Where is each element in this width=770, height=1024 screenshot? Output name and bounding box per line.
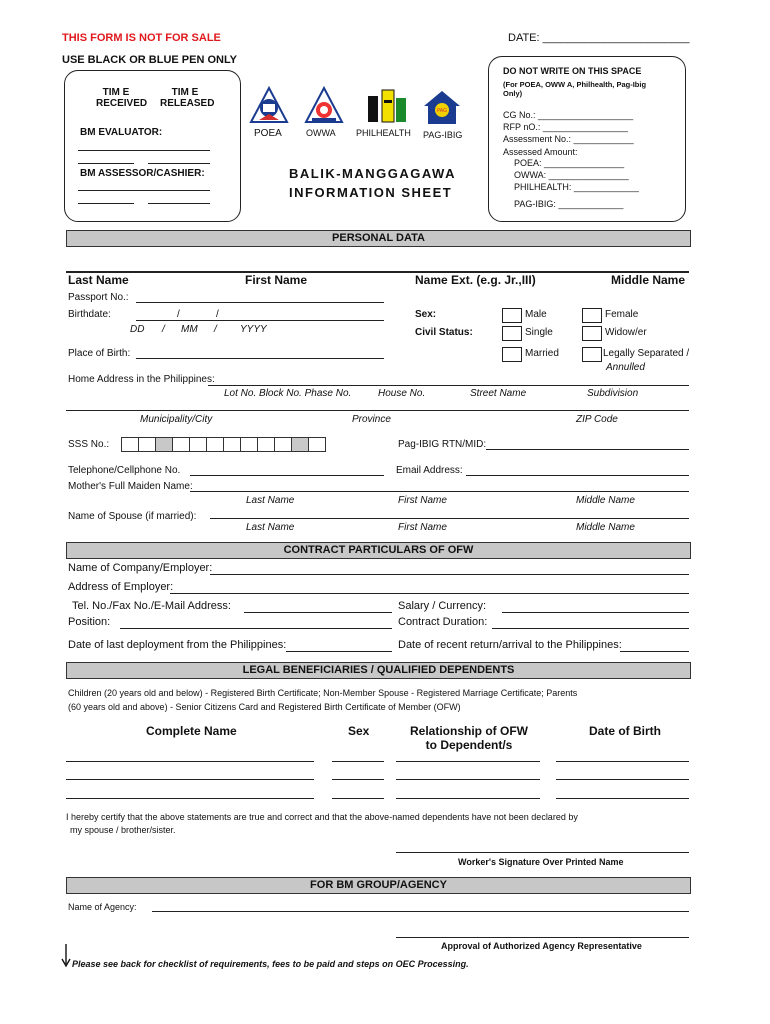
house-no-label: House No. [378,388,426,399]
poea-logo [249,86,289,126]
male-label: Male [525,309,547,320]
mother-last-label: Last Name [246,495,295,506]
beneficiaries-section-header: LEGAL BENEFICIARIES / QUALIFIED DEPENDENTS [66,662,691,679]
single-label: Single [525,327,553,338]
position-label: Position: [68,616,111,628]
home-address-line[interactable] [208,385,689,386]
birthdate-line[interactable] [136,320,384,321]
sss-input-cells[interactable] [121,437,325,452]
agency-section-header: FOR BM GROUP/AGENCY [66,877,691,894]
worker-signature-label: Worker's Signature Over Printed Name [458,857,624,867]
logo-caption-pagibig: PAG-IBIG [423,130,463,140]
lot-no-label: Lot No. Block No. Phase No. [224,388,352,399]
last-deployment-line[interactable] [286,651,392,652]
approval-signature-line[interactable] [396,937,689,938]
office-use-subtitle: (For POEA, OWW A, Philhealth, Pag-Ibig Only) [503,80,647,98]
cg-no-field[interactable]: CG No.: ___________________ [503,110,634,120]
sss-label: SSS No.: [68,439,110,450]
tel-fax-email-line[interactable] [244,612,392,613]
municipality-label: Municipality/City [140,414,213,425]
personal-data-header: PERSONAL DATA [66,230,691,247]
dependent-dob-line-1[interactable] [556,761,689,762]
dependent-rel-line-1[interactable] [396,761,540,762]
pagibig-logo [422,88,462,128]
birthdate-slash-4: / [214,324,217,335]
certification-line2: my spouse / brother/sister. [70,825,176,835]
poea-amount-field[interactable]: POEA: ________________ [514,158,625,168]
passport-label: Passport No.: [68,292,129,303]
bm-evaluator-line[interactable] [78,150,210,151]
sex-label: Sex: [415,309,437,320]
salary-line[interactable] [502,612,689,613]
bm-assessor-line-3[interactable] [148,203,210,204]
separated-checkbox[interactable] [582,347,602,362]
bm-evaluator-line-3[interactable] [148,163,210,164]
arrow-down-icon [61,944,71,968]
svg-text:PAG: PAG [437,108,447,114]
single-checkbox[interactable] [502,326,522,341]
dependent-name-line-1[interactable] [66,761,314,762]
telephone-label: Telephone/Cellphone No. [68,465,181,476]
assessed-amount-label: Assessed Amount: [503,147,578,157]
approval-label: Approval of Authorized Agency Representative [441,941,642,951]
agency-name-line[interactable] [152,911,689,912]
last-deployment-label: Date of last deployment from the Philippines: [68,639,287,651]
name-ext-label: Name Ext. (e.g. Jr.,III) [415,273,536,287]
recent-return-line[interactable] [620,651,689,652]
female-label: Female [605,309,639,320]
street-label: Street Name [470,388,527,399]
date-field-label[interactable]: DATE: ________________________ [508,32,690,44]
beneficiaries-note-line2: (60 years old and above) - Senior Citizens Card and Registered Birth Certificate of Member (OFW) [68,702,461,712]
col-relationship: Relationship of OFW to Dependent/s [410,724,528,752]
bm-assessor-line[interactable] [78,190,210,191]
birthdate-slash-1: / [177,309,180,320]
bm-evaluator-label: BM EVALUATOR: [80,127,163,138]
dependent-rel-line-2[interactable] [396,779,540,780]
mother-name-line[interactable] [190,491,689,492]
certification-line1: I hereby certify that the above statements are true and correct and that the above-named dependents have not been declared by [66,812,578,822]
civil-status-label: Civil Status: [415,327,473,338]
employer-address-label: Address of Employer: [68,581,174,593]
mother-name-label: Mother's Full Maiden Name: [68,481,193,492]
dependent-sex-line-1[interactable] [332,761,384,762]
logo-caption-poea: POEA [254,128,282,139]
company-label: Name of Company/Employer: [68,562,213,574]
form-title-line2: INFORMATION SHEET [289,185,453,200]
dependent-rel-line-3[interactable] [396,798,540,799]
time-released-label: TIM E RELEASED [160,87,215,109]
birthdate-mm: MM [181,324,198,335]
pagibig-amount-field[interactable]: PAG-IBIG: _____________ [514,199,624,209]
col-date-of-birth: Date of Birth [589,724,661,738]
dependent-sex-line-3[interactable] [332,798,384,799]
rfp-no-field[interactable]: RFP nO.: _________________ [503,122,628,132]
pagibig-rtn-label: Pag-IBIG RTN/MID: [398,439,487,450]
birthdate-slash-2: / [216,309,219,320]
bm-evaluator-line-2[interactable] [78,163,134,164]
worker-signature-line[interactable] [396,852,689,853]
name-line[interactable] [66,271,689,273]
dependent-dob-line-2[interactable] [556,779,689,780]
annulled-label: Annulled [606,362,645,373]
middle-name-label: Middle Name [611,273,686,287]
male-checkbox[interactable] [502,308,522,323]
female-checkbox[interactable] [582,308,602,323]
pen-note: USE BLACK OR BLUE PEN ONLY [62,54,238,66]
logo-caption-philhealth: PHILHEALTH [356,128,411,138]
agency-name-label: Name of Agency: [68,902,137,912]
assessment-no-field[interactable]: Assessment No.: ____________ [503,134,634,144]
duration-label: Contract Duration: [398,616,488,628]
mother-first-label: First Name [398,495,447,506]
recent-return-label: Date of recent return/arrival to the Philippines: [398,639,622,651]
place-of-birth-line[interactable] [136,358,384,359]
first-name-label: First Name [245,273,308,287]
birthdate-dd: DD [130,324,145,335]
employer-address-line[interactable] [170,593,689,594]
position-line[interactable] [120,628,392,629]
pagibig-rtn-line[interactable] [486,449,689,450]
married-label: Married [525,348,559,359]
telephone-line[interactable] [190,475,384,476]
email-line[interactable] [466,475,689,476]
dependent-name-line-3[interactable] [66,798,314,799]
contract-section-header: CONTRACT PARTICULARS OF OFW [66,542,691,559]
owwa-amount-field[interactable]: OWWA: ________________ [514,170,629,180]
time-received-label: TIM E RECEIVED [96,87,148,109]
birthdate-slash-3: / [162,324,165,335]
dependent-name-line-2[interactable] [66,779,314,780]
home-address-label: Home Address in the Philippines: [68,374,215,385]
spouse-name-line[interactable] [210,518,689,519]
duration-line[interactable] [492,628,689,629]
widow-checkbox[interactable] [582,326,602,341]
col-complete-name: Complete Name [146,724,237,738]
beneficiaries-note-line1: Children (20 years old and below) - Registered Birth Certificate; Non-Member Spouse - Registered Marriage Certificate; Parents [68,688,578,698]
zip-label: ZIP Code [576,414,618,425]
province-label: Province [352,414,391,425]
place-of-birth-label: Place of Birth: [68,348,131,359]
address-line-2[interactable] [66,410,689,411]
philhealth-amount-field[interactable]: PHILHEALTH: _____________ [514,182,639,192]
not-for-sale-notice: THIS FORM IS NOT FOR SALE [62,32,221,44]
salary-label: Salary / Currency: [398,600,487,612]
passport-line[interactable] [136,302,384,303]
last-name-label: Last Name [68,273,129,287]
spouse-middle-label: Middle Name [576,522,635,533]
spouse-name-label: Name of Spouse (if married): [68,511,197,522]
bm-assessor-label: BM ASSESSOR/CASHIER: [80,168,205,179]
dependent-sex-line-2[interactable] [332,779,384,780]
birthdate-yyyy: YYYY [240,324,267,335]
subdivision-label: Subdivision [587,388,639,399]
widow-label: Widow/er [605,327,647,338]
footer-note: Please see back for checklist of requirements, fees to be paid and steps on OEC Processing. [72,959,469,969]
philhealth-logo [364,86,412,126]
owwa-logo [304,86,344,126]
col-sex: Sex [348,724,370,738]
married-checkbox[interactable] [502,347,522,362]
mother-middle-label: Middle Name [576,495,635,506]
receiving-box [64,70,241,222]
bm-assessor-line-2[interactable] [78,203,134,204]
birthdate-label: Birthdate: [68,309,111,320]
tel-fax-email-label: Tel. No./Fax No./E-Mail Address: [72,600,231,612]
logo-caption-owwa: OWWA [306,128,336,138]
spouse-first-label: First Name [398,522,447,533]
spouse-last-label: Last Name [246,522,295,533]
office-use-title: DO NOT WRITE ON THIS SPACE [503,66,642,76]
dependent-dob-line-3[interactable] [556,798,689,799]
form-title-line1: BALIK-MANGGAGAWA [289,166,456,181]
email-label: Email Address: [396,465,463,476]
company-line[interactable] [210,574,689,575]
separated-label: Legally Separated / [603,348,690,359]
